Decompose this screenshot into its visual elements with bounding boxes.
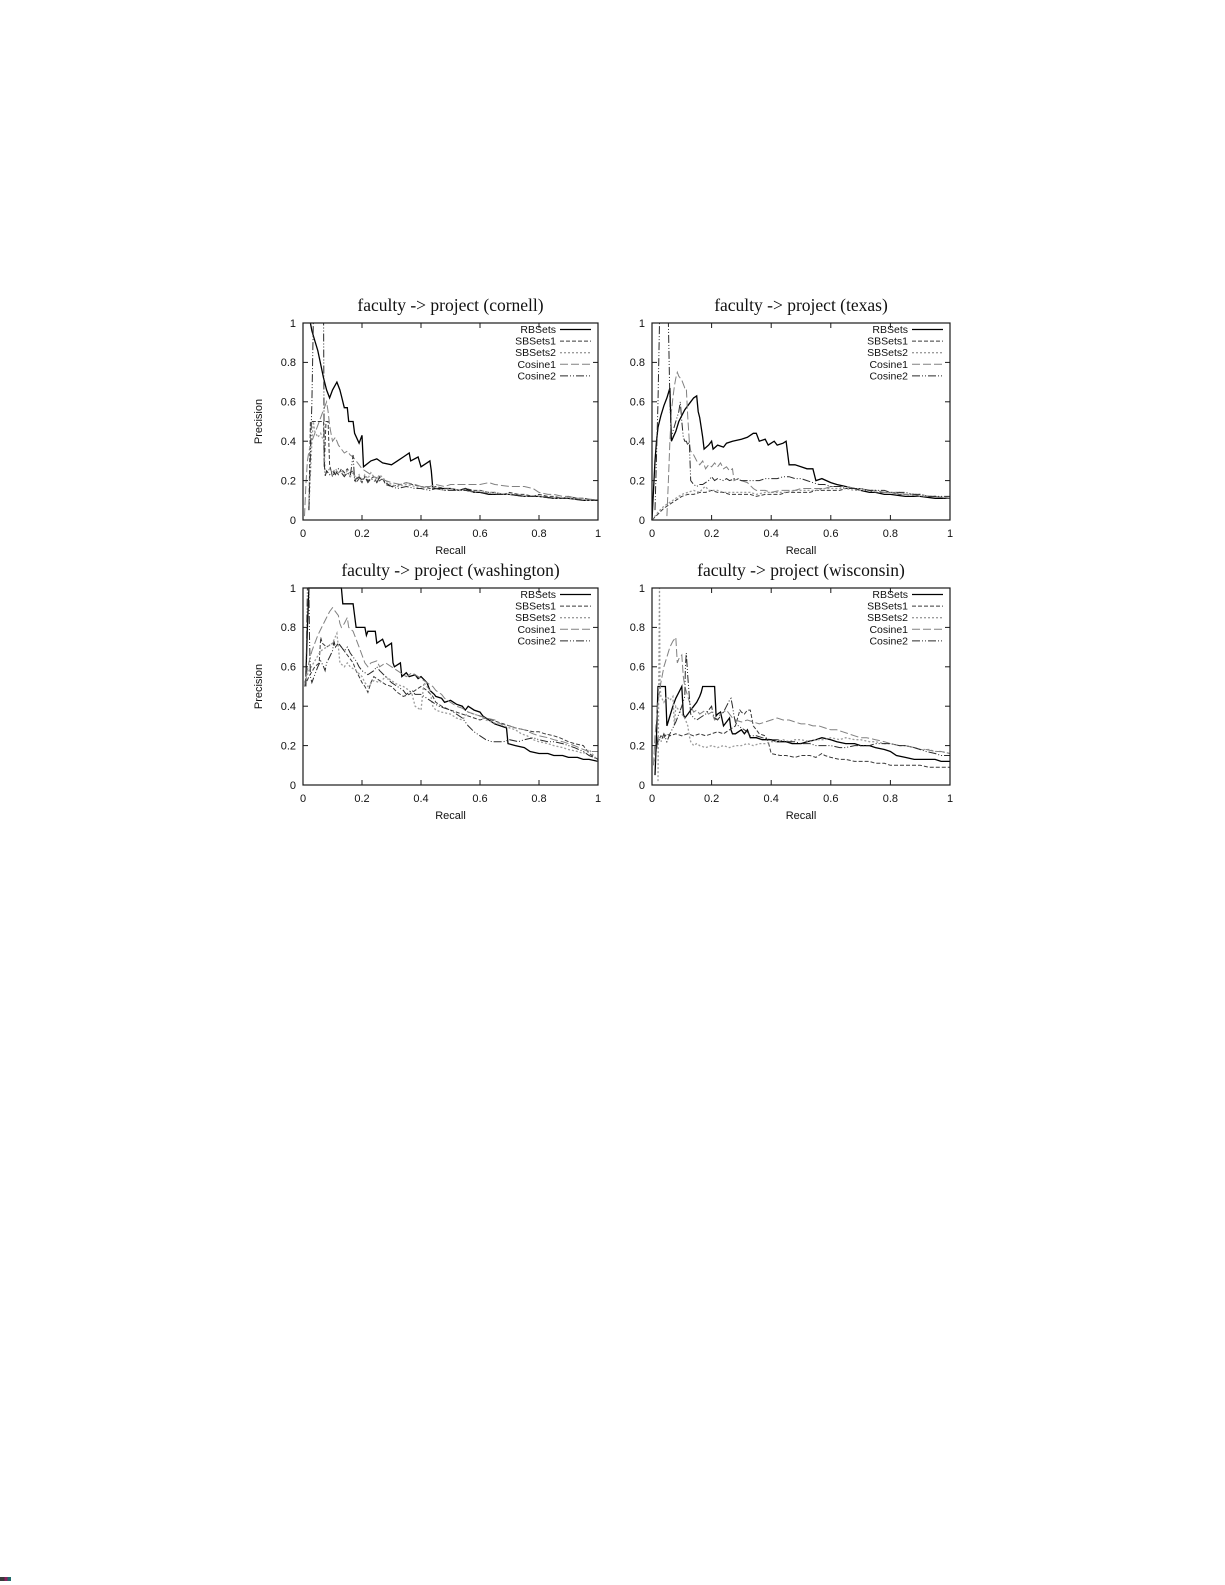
series-line-Cosine1 [654,637,951,765]
legend-label-Cosine2: Cosine2 [517,635,556,648]
y-tick-label: 0.4 [280,701,296,713]
chart-faculty-project-washington [253,560,601,822]
x-tick-label: 0.8 [531,528,547,540]
legend-label-SBSets1: SBSets1 [515,335,556,348]
x-tick-label: 0 [648,793,656,805]
chart-title: faculty -> project (washington) [341,560,560,580]
legend-label-Cosine2: Cosine2 [517,370,556,383]
y-tick-label: 0.8 [629,622,645,635]
x-tick-label: 0.2 [354,528,370,540]
x-tick-label: 0 [299,793,307,805]
legend-label-Cosine2: Cosine2 [869,635,908,648]
legend-label-Cosine2: Cosine2 [869,370,908,383]
series-line-SBSets1 [305,637,599,759]
y-tick-label: 1 [289,317,296,330]
y-tick-label: 0.4 [629,701,645,713]
legend-label-RBSets: RBSets [520,324,556,336]
chart-faculty-project-wisconsin [630,560,953,822]
x-tick-label: 0 [299,528,307,540]
y-tick-label: 0.2 [280,740,296,753]
series-line-SBSets2 [652,487,950,521]
y-tick-label: 1 [638,582,645,595]
x-axis-label: Recall [785,545,817,557]
x-tick-label: 1 [594,528,602,540]
series-line-SBSets1 [309,422,598,511]
y-tick-label: 0 [638,779,645,792]
chart-faculty-project-cornell [253,295,601,557]
y-tick-label: 0.4 [280,436,296,448]
x-tick-label: 0.8 [882,528,899,540]
x-tick-label: 0.2 [354,793,370,805]
y-tick-label: 0.8 [629,357,645,370]
x-tick-label: 0.8 [531,793,547,805]
y-tick-label: 0.6 [280,661,296,674]
legend-label-RBSets: RBSets [520,589,556,601]
y-tick-label: 0.2 [280,475,296,488]
legend-label-RBSets: RBSets [872,324,908,336]
y-tick-label: 0.6 [629,661,645,674]
legend-label-SBSets2: SBSets2 [515,612,556,625]
x-tick-label: 0 [648,528,656,540]
legend-label-Cosine1: Cosine1 [517,358,556,371]
y-axis-label: Precision [253,663,265,710]
x-axis-label: Recall [435,810,466,822]
y-tick-label: 0 [289,779,296,792]
legend-label-SBSets1: SBSets1 [867,335,908,348]
x-tick-label: 0.4 [413,528,429,540]
chart-title: faculty -> project (texas) [714,295,888,315]
x-tick-label: 0.6 [472,528,488,540]
x-tick-label: 1 [594,793,602,805]
scan-artifact [0,1577,11,1581]
y-tick-label: 0 [289,514,296,527]
x-tick-label: 1 [946,528,954,540]
y-tick-label: 0.6 [280,396,296,409]
legend-label-RBSets: RBSets [872,589,908,601]
series-line-RBSets [652,388,950,520]
legend-label-SBSets1: SBSets1 [867,600,908,613]
y-tick-label: 0.8 [280,357,296,370]
series-line-SBSets2 [305,633,599,761]
x-axis-label: Recall [435,545,466,557]
legend-label-Cosine1: Cosine1 [517,623,556,636]
x-tick-label: 0.6 [472,793,488,805]
x-tick-label: 0.4 [413,793,429,805]
y-tick-label: 1 [638,317,645,330]
legend-label-Cosine1: Cosine1 [869,358,908,371]
series-line-SBSets1 [652,489,950,521]
x-axis-label: Recall [785,810,817,822]
legend-label-SBSets2: SBSets2 [515,347,556,360]
x-tick-label: 0.6 [823,528,839,540]
y-tick-label: 0.2 [629,475,645,488]
legend-label-SBSets1: SBSets1 [515,600,556,613]
legend-label-SBSets2: SBSets2 [867,347,908,360]
x-tick-label: 0.2 [703,528,720,540]
x-tick-label: 0.4 [763,528,779,540]
x-tick-label: 0.8 [882,793,899,805]
y-tick-label: 0 [638,514,645,527]
y-tick-label: 0.8 [280,622,296,635]
legend-label-Cosine1: Cosine1 [869,623,908,636]
chart-title: faculty -> project (cornell) [357,295,544,315]
x-tick-label: 0.6 [823,793,839,805]
y-tick-label: 0.4 [629,436,645,448]
y-tick-label: 0.2 [629,740,645,753]
legend-label-SBSets2: SBSets2 [867,612,908,625]
series-line-RBSets [655,687,950,776]
chart-faculty-project-texas [630,295,953,557]
x-tick-label: 1 [946,793,954,805]
y-tick-label: 1 [289,582,296,595]
chart-title: faculty -> project (wisconsin) [697,560,905,580]
x-tick-label: 0.4 [763,793,779,805]
y-axis-label: Precision [253,398,265,445]
y-tick-label: 0.6 [629,396,645,409]
x-tick-label: 0.2 [703,793,720,805]
